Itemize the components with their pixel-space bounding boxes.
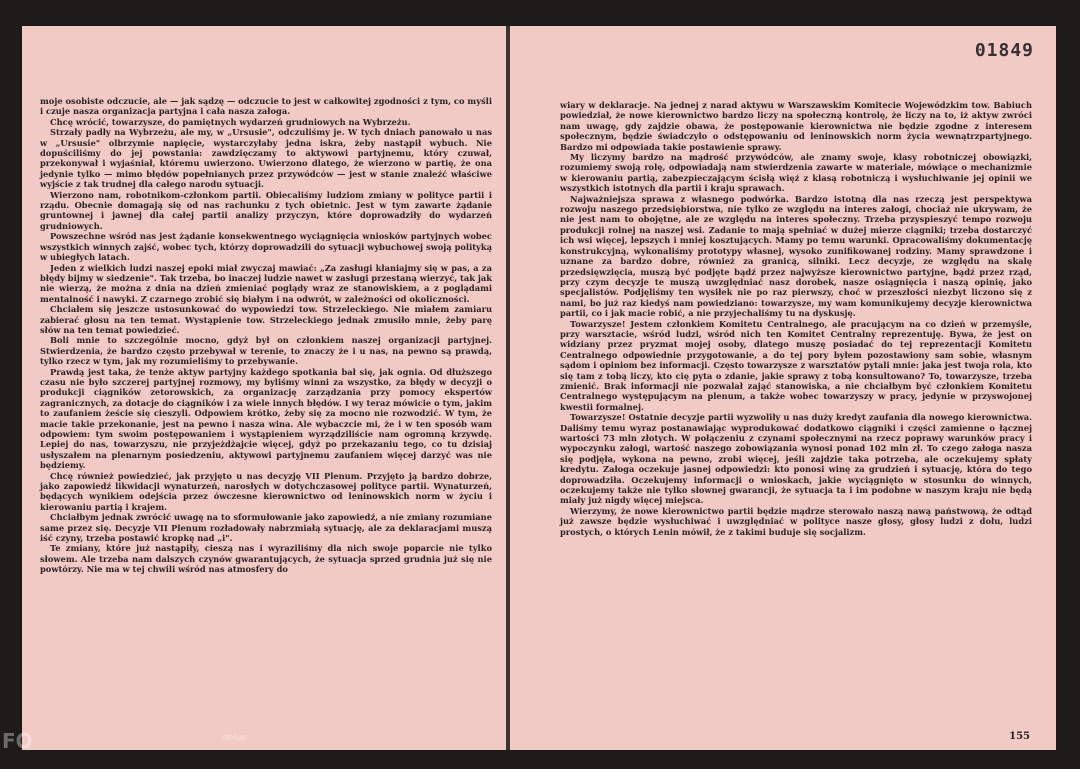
paragraph: moje osobiste odczucie, ale — jak sądzę — odczucie to jest w całkowitej zgodności z tym, co myśli i czuje nasza organizacja partyjna i cała nasza załoga. xyxy=(40,96,492,117)
right-page xyxy=(510,26,1056,750)
paragraph: Wierzymy, że nowe kierownictwo partii będzie mądrze sterowało naszą nawą państwową, że odtąd już zawsze będzie wysłuchiwać i uwzględniać w polityce nasze głosy, głosy ludzi z dołu, ludzi prostych, o których Lenin mówił, że z takimi buduje się socjalizm. xyxy=(560,505,1032,537)
left-page-body xyxy=(40,96,492,575)
paragraph: My liczymy bardzo na mądrość przywódców, ale znamy swoje, klasy robotniczej obowiązki, rozumiemy swoją rolę, odpowiadają nam stwierdzenia zawarte w materiale, mówiące o mechanizmie w kierowaniu partią, zabezpieczającym ścisłą więź z klasą robotniczą i wysłuchiwanie jej opinii we wszystkich istotnych dla partii i kraju sprawach. xyxy=(560,152,1032,194)
paragraph: Prawdą jest taka, że tenże aktyw partyjny każdego spotkania bał się, jak ognia. Od dłuższego czasu nie było szczerej partyjnej rozmowy, my byliśmy winni za wszystko, za błędy w decyzji o produkcji ciągników zetorowskich, za organizację zarządzania przy pomocy ekspertów zagranicznych, za dotacje do ciągników i za wiele innych błędów. I wy teraz mówicie o tym, jakim to zaufaniem żeście się cieszyli. Odpowiem krótko, żeby się za mocno nie rozwodzić. W tym, że macie takie przekonanie, jest na pewno i nasza wina. Ale wybaczcie mi, że i w ten sposób wam odpowiem: tym swoim postępowaniem i wystąpieniem wyrządziliście nam ogromną krzywdę. Lepiej do nas, towarzyszu, nie przyjeżdżajcie więcej, gdyż po przekazaniu tego, co tu dzisiaj usłyszałem na plenarnym posiedzeniu, aktywowi partyjnemu zaufaniem więcej darzyć was nie będziemy. xyxy=(40,366,492,471)
paragraph: Chciałem się jeszcze ustosunkować do wypowiedzi tow. Strzeleckiego. Nie miałem zamiaru zabierać głosu na ten temat. Wystąpienie tow. Strzeleckiego jednak zmusiło mnie, żeby parę słów na ten temat powiedzieć. xyxy=(40,304,492,335)
archive-number-stamp: 01849 xyxy=(974,40,1034,61)
paragraph: Jeden z wielkich ludzi naszej epoki miał zwyczaj mawiać: „Za zasługi kłaniajmy się w pas, a za błędy bijmy w siedzenie". Tak trzeba, bo inaczej ludzie nawet w zasługi przestaną wierzyć, tak jak nie wierzą, że można z dnia na dzień zmieniać poglądy wraz ze stanowiskiem, a z poglądami mentalność i nawyki. Z czarnego zrobić się białym i na odwrót, w zależności od okoliczności. xyxy=(40,262,493,304)
paragraph: wiary w deklaracje. Na jednej z narad aktywu w Warszawskim Komitecie Wojewódzkim tow. Babiuch powiedział, że nowe kierownictwo bardzo liczy na społeczną kontrolę, że liczy na to, iż aktyw zwróci nam uwagę, gdy zajdzie obawa, że postępowanie kierownictwa nie będzie zgodne z interesem społecznym, będzie świadczyło o odstępowaniu od leninowskich norm życia wewnątrzpartyjnego. Bardzo mi odpowiada takie postawienie sprawy. xyxy=(560,100,1032,152)
paragraph: Wierzono nam, robotnikom-członkom partii. Obiecaliśmy ludziom zmiany w polityce partii i rządu. Obecnie domagają się od nas rachunku z tych obietnic. Jest w tym zawarte żądanie gruntownej i jawnej dla całej partii analizy przyczyn, które doprowadziły do wydarzeń grudniowych. xyxy=(40,189,492,231)
paragraph: Towarzysze! Jestem członkiem Komitetu Centralnego, ale pracującym na co dzień w przemyśle, przy warsztacie, wśród ludzi, wśród nich ten Komitet Centralny reprezentuję. Bywa, że jest on widziany przez pryzmat mojej osoby, dlatego muszę posiadać do tej reprezentacji Komitetu Centralnego odpowiednie przygotowanie, a do tej pory byłem pozostawiony sam sobie, własnym sądom i opiniom bez informacji. Często towarzysze z warsztatów pytali mnie: jaka jest twoja rola, kto się tam z tobą liczy, kto cię pyta o zdanie, jakie sprawy z tobą konsultowano? To, towarzysze, trzeba zmienić. Brak informacji nie pozwalał zająć stanowiska, a nie chciałbym być członkiem Komitetu Centralnego występującym na plenum, a także wobec towarzyszy w pracy, jedynie w przyswojonej kwestii formalnej. xyxy=(560,318,1032,412)
right-page-body xyxy=(560,100,1032,537)
page-number: 155 xyxy=(1009,731,1030,742)
paragraph: Najważniejsza sprawa z własnego podwórka. Bardzo istotną dla nas rzeczą jest perspektywa rozwoju naszego przedsiębiorstwa, nie tylko ze względu na interes załogi, chociaż nie ukrywam, że nie jest nam to obojętne, ale ze względu na interes społeczny. Trzeba przyspieszyć tempo rozwoju produkcji rolnej na naszej wsi. Zadanie to mają spełniać w dużej mierze ciągniki; trzeba dostarczyć ich wsi więcej, lepszych i mniej kosztujących. Mamy po temu warunki. Opracowaliśmy dokumentację konstrukcyjną, wykonaliśmy prototypy własnej, wysoko zunifikowanej rodziny. Mamy sprawdzone i uznane za bardzo dobre, również za granicą, silniki. Lecz decyzje, ze względu na skalę przedsięwzięcia, muszą być podjęte bądź przez najwyższe kierownictwo partyjne, bądź przez rząd, przy czym decyzje te muszą uwzględniać nasz dorobek, nasze osiągnięcia i naszą opinię, jako specjalistów. Podjęliśmy ten wysiłek nie po raz pierwszy, choć w przeszłości niezbyt liczono się z nami, bo już raz kiedyś nam powiedziano: towarzysze, my wam komunikujemy decyzje kierownictwa partii, co i jak macie robić, a nie przyjechaliśmy tu na dyskusję. xyxy=(560,193,1032,319)
paragraph: Chciałbym jednak zwrócić uwagę na to sformułowanie jako zapowiedź, a nie zmiany rozumiane same przez się. Decyzje VII Plenum rozładowały nabrzmiałą sytuację, ale za deklaracjami muszą iść czyny, trzeba postawić kropkę nad „i". xyxy=(40,512,492,544)
left-page xyxy=(22,26,507,750)
paragraph: Strzały padły na Wybrzeżu, ale my, w „Ursusie", odczuliśmy je. W tych dniach panowało u nas w „Ursusie" olbrzymie napięcie, wystarczyłaby jedna iskra, żeby nastąpił wybuch. Nie dopuściliśmy do jej powstania: zawdzięczamy to aktywowi partyjnemu, który czuwał, przekonywał i wyjaśniał, któremu uwierzono. Uwierzono dlatego, że wierzono w partię, że ona jedynie tylko — mimo błędów popełnianych przez przywódców — jest w stanie znaleźć właściwe wyjście z tak trudnej dla całego narodu sytuacji. xyxy=(40,127,492,190)
paragraph: Te zmiany, które już nastąpiły, cieszą nas i wyraziliśmy dla nich swoje poparcie nie tylko słowem. Ale trzeba nam dalszych czynów gwarantujących, że sytuacja sprzed grudnia już się nie powtórzy. Nie ma w tej chwili wśród nas atmosfery do xyxy=(40,543,492,575)
paragraph: Boli mnie to szczególnie mocno, gdyż był on członkiem naszej organizacji partyjnej. Stwierdzenia, że bardzo często przebywał w terenie, to znaczy że i u nas, na pewno są prawdą, tylko rzecz w tym, jak my rozumieliśmy to przebywanie. xyxy=(40,335,492,367)
paragraph: Chcę wrócić, towarzysze, do pamiętnych wydarzeń grudniowych na Wybrzeżu. xyxy=(50,116,411,127)
watermark-text: onlus xyxy=(222,733,247,743)
paragraph: Powszechne wśród nas jest żądanie konsekwentnego wyciągnięcia wniosków partyjnych wobec wszystkich winnych zajść, wobec tych, którzy doprowadzili do sytuacji wybuchowej swoją polityką w ubiegłych latach. xyxy=(40,231,492,263)
paragraph: Chcę również powiedzieć, jak przyjęto u nas decyzję VII Plenum. Przyjęto ją bardzo dobrze, jako zapowiedź likwidacji wynaturzeń, narosłych w dotychczasowej polityce partii. Wynaturzeń, będących wynikiem odejścia przez ówczesne kierownictwo od leninowskich norm w życiu i kierowaniu partią i krajem. xyxy=(40,470,492,512)
paragraph: Towarzysze! Ostatnie decyzje partii wyzwoliły u nas duży kredyt zaufania dla nowego kierownictwa. Daliśmy temu wyraz postanawiając wyprodukować dodatkowo ciągniki i części zamienne o łącznej wartości 73 mln złotych. W połączeniu z czynami społecznymi na rzecz poprawy warunków pracy i wypoczynku załogi, wartość naszego zobowiązania wynosi ponad 102 mln zł. To czego załoga nasza się podjęła, wykona na pewno, zrobi więcej, jeśli zajdzie taka potrzeba, ale oczekujemy spłaty kredytu. Załoga oczekuje jasnej odpowiedzi: kto ponosi winę za grudzień i sytuację, która do tego doprowadziła. Oczekujemy informacji o wnioskach, jakie wyciągnięto w stosunku do winnych, oczekujemy także nie tylko słownej gwarancji, że sytuacja ta i im podobne w naszym kraju nie będą miały już nigdy więcej miejsca. xyxy=(560,412,1032,506)
watermark-logo: FO xyxy=(2,729,33,753)
